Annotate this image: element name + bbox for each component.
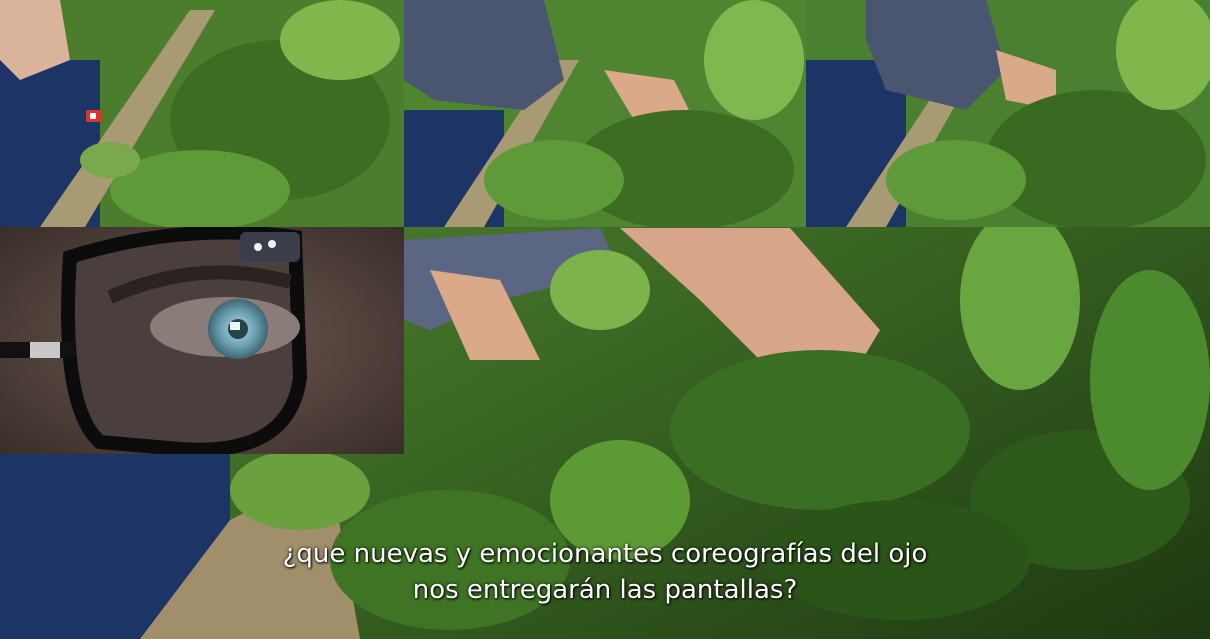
garden-tile-1 [0,0,404,227]
subtitle-line-2: nos entregarán las pantallas? [412,575,798,605]
garden-tile-2 [404,0,806,227]
recording-icon [86,110,102,122]
subtitle-line-1: ¿que nuevas y emocionantes coreografías del ojo [282,539,928,569]
garden-tile-3 [806,0,1210,227]
eye-glasses-tile [0,227,404,454]
subtitle [160,536,1050,608]
